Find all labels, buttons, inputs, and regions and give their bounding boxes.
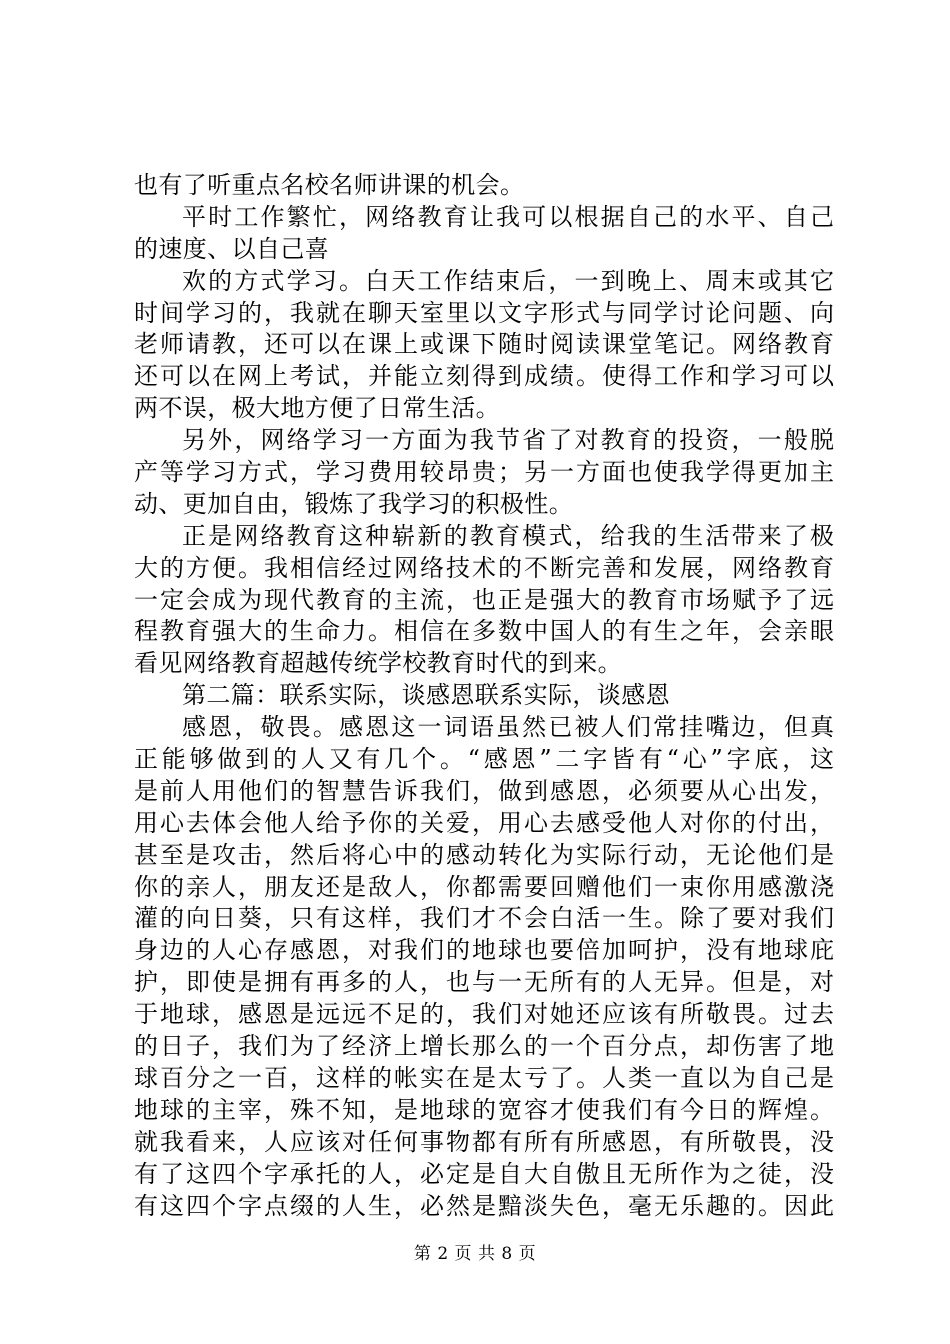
- text-line: 第二篇：联系实际，谈感恩联系实际，谈感恩: [182, 681, 670, 710]
- text-line: 身边的人心存感恩，对我们的地球也要倍加呵护，没有地球庇: [134, 936, 834, 965]
- text-line: 地球的主宰，殊不知，是地球的宽容才使我们有今日的辉煌。: [134, 1095, 834, 1124]
- text-line: 用心去体会他人给予你的关爱，用心去感受他人对你的付出，: [134, 808, 834, 837]
- text-line: 另外，网络学习一方面为我节省了对教育的投资，一般脱: [182, 426, 834, 455]
- text-line: 你的亲人，朋友还是敌人，你都需要回赠他们一束你用感激浇: [134, 872, 834, 901]
- text-line: 正能够做到的人又有几个。“感恩”二字皆有“心”字底，这: [134, 745, 834, 774]
- text-line: 还可以在网上考试，并能立刻得到成绩。使得工作和学习可以: [134, 362, 834, 391]
- text-line: 动、更加自由，锻炼了我学习的积极性。: [134, 489, 574, 518]
- text-line: 产等学习方式，学习费用较昂贵；另一方面也使我学得更加主: [134, 458, 834, 487]
- text-line: 护，即使是拥有再多的人，也与一无所有的人无异。但是，对: [134, 968, 834, 997]
- text-line: 也有了听重点名校名师讲课的机会。: [134, 171, 525, 199]
- text-line: 大的方便。我相信经过网络技术的不断完善和发展，网络教育: [134, 553, 834, 582]
- text-line: 时间学习的，我就在聊天室里以文字形式与同学讨论问题、向: [134, 298, 834, 327]
- document-body: [134, 170, 834, 1222]
- text-line: 正是网络教育这种崭新的教育模式，给我的生活带来了极: [182, 521, 834, 550]
- page-footer: 第 2 页 共 8 页: [413, 1244, 537, 1264]
- text-line: 有了这四个字承托的人，必定是自大自傲且无所作为之徒，没: [134, 1159, 834, 1188]
- text-line: 的日子，我们为了经济上增长那么的一个百分点，却伤害了地: [134, 1032, 834, 1061]
- text-line: 灌的向日葵，只有这样，我们才不会白活一生。除了要对我们: [134, 904, 834, 933]
- text-line: 球百分之一百，这样的帐实在是太亏了。人类一直以为自己是: [134, 1063, 834, 1092]
- text-line: 有这四个字点缀的人生，必然是黯淡失色，毫无乐趣的。因此: [134, 1191, 834, 1220]
- text-line: 看见网络教育超越传统学校教育时代的到来。: [134, 649, 622, 678]
- text-line: 程教育强大的生命力。相信在多数中国人的有生之年，会亲眼: [134, 617, 834, 646]
- text-line: 于地球，感恩是远远不足的，我们对她还应该有所敬畏。过去: [134, 1000, 834, 1029]
- text-line: 一定会成为现代教育的主流，也正是强大的教育市场赋予了远: [134, 585, 834, 614]
- text-line: 甚至是攻击，然后将心中的感动转化为实际行动，无论他们是: [134, 840, 834, 869]
- text-line: 欢的方式学习。白天工作结束后，一到晚上、周末或其它: [182, 266, 834, 295]
- text-line: 就我看来，人应该对任何事物都有所有所感恩，有所敬畏，没: [134, 1127, 834, 1156]
- text-line: 平时工作繁忙，网络教育让我可以根据自己的水平、自己: [182, 202, 834, 231]
- text-line: 感恩，敬畏。感恩这一词语虽然已被人们常挂嘴边，但真: [182, 713, 834, 742]
- text-line: 是前人用他们的智慧告诉我们，做到感恩，必须要从心出发，: [134, 776, 834, 805]
- text-line: 的速度、以自己喜: [134, 234, 330, 263]
- text-line: 老师请教，还可以在课上或课下随时阅读课堂笔记。网络教育: [134, 330, 834, 359]
- text-line: 两不误，极大地方便了日常生活。: [134, 394, 500, 423]
